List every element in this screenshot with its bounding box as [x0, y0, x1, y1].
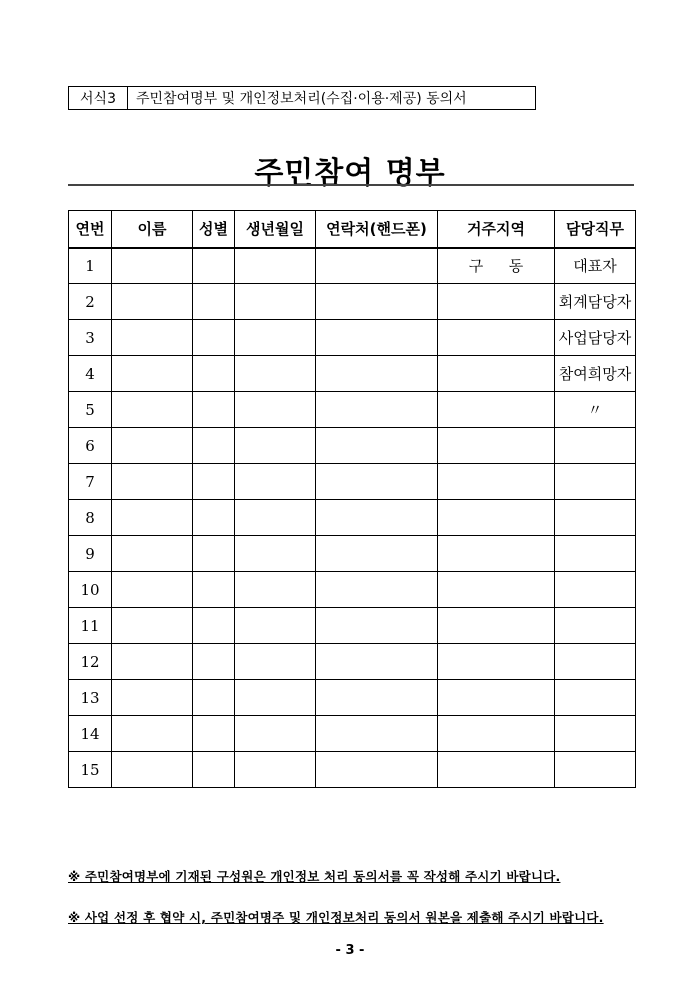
region-cell[interactable] — [438, 716, 555, 752]
duty-cell[interactable] — [555, 428, 636, 464]
gender-cell[interactable] — [193, 248, 235, 284]
name-cell[interactable] — [112, 284, 193, 320]
region-cell[interactable] — [438, 428, 555, 464]
name-cell[interactable] — [112, 320, 193, 356]
gender-cell[interactable] — [193, 716, 235, 752]
serial-no-cell: 5 — [69, 392, 112, 428]
region-cell[interactable] — [438, 572, 555, 608]
phone-cell[interactable] — [316, 356, 438, 392]
name-cell[interactable] — [112, 608, 193, 644]
birthdate-cell[interactable] — [235, 536, 316, 572]
region-cell[interactable] — [438, 320, 555, 356]
phone-cell[interactable] — [316, 284, 438, 320]
birthdate-cell[interactable] — [235, 428, 316, 464]
header-duty: 담당직무 — [555, 211, 636, 248]
roster-body — [69, 248, 636, 788]
phone-cell[interactable] — [316, 464, 438, 500]
name-cell[interactable] — [112, 644, 193, 680]
notice-submission: ※ 사업 선정 후 협약 시, 주민참여명주 및 개인정보처리 동의서 원본을 제출해 주시기 바랍니다. — [68, 910, 604, 925]
phone-cell[interactable] — [316, 644, 438, 680]
birthdate-cell[interactable] — [235, 716, 316, 752]
phone-cell[interactable] — [316, 608, 438, 644]
phone-cell[interactable] — [316, 248, 438, 284]
serial-no-cell: 4 — [69, 356, 112, 392]
birthdate-cell[interactable] — [235, 752, 316, 788]
table-row — [69, 680, 636, 716]
phone-cell[interactable] — [316, 536, 438, 572]
table-row — [69, 464, 636, 500]
phone-cell[interactable] — [316, 752, 438, 788]
phone-cell[interactable] — [316, 500, 438, 536]
table-row — [69, 572, 636, 608]
table-row — [69, 392, 636, 428]
name-cell[interactable] — [112, 752, 193, 788]
serial-no-cell: 9 — [69, 536, 112, 572]
region-gu-label: 구 — [468, 257, 484, 276]
name-cell[interactable] — [112, 572, 193, 608]
region-cell[interactable] — [438, 752, 555, 788]
gender-cell[interactable] — [193, 644, 235, 680]
name-cell[interactable] — [112, 716, 193, 752]
region-cell[interactable] — [438, 248, 555, 284]
table-row — [69, 536, 636, 572]
birthdate-cell[interactable] — [235, 464, 316, 500]
region-cell[interactable] — [438, 356, 555, 392]
region-cell[interactable] — [438, 284, 555, 320]
phone-cell[interactable] — [316, 320, 438, 356]
table-row — [69, 320, 636, 356]
birthdate-cell[interactable] — [235, 320, 316, 356]
table-row — [69, 428, 636, 464]
phone-cell[interactable] — [316, 716, 438, 752]
serial-no-cell: 13 — [69, 680, 112, 716]
form-header — [68, 86, 536, 110]
header-phone: 연락처(핸드폰) — [316, 211, 438, 248]
duty-cell[interactable] — [555, 500, 636, 536]
duty-cell[interactable] — [555, 464, 636, 500]
birthdate-cell[interactable] — [235, 680, 316, 716]
serial-no-cell: 3 — [69, 320, 112, 356]
region-cell[interactable] — [438, 644, 555, 680]
phone-cell[interactable] — [316, 680, 438, 716]
table-row — [69, 500, 636, 536]
birthdate-cell[interactable] — [235, 500, 316, 536]
gender-cell[interactable] — [193, 356, 235, 392]
duty-cell[interactable] — [555, 680, 636, 716]
phone-cell[interactable] — [316, 572, 438, 608]
table-row — [69, 284, 636, 320]
birthdate-cell[interactable] — [235, 392, 316, 428]
duty-cell[interactable] — [555, 572, 636, 608]
table-row — [69, 608, 636, 644]
duty-cell[interactable] — [555, 536, 636, 572]
phone-cell[interactable] — [316, 392, 438, 428]
gender-cell[interactable] — [193, 464, 235, 500]
region-cell[interactable] — [438, 464, 555, 500]
region-dong-label: 동 — [508, 257, 524, 276]
table-row — [69, 752, 636, 788]
phone-cell[interactable] — [316, 428, 438, 464]
gender-cell[interactable] — [193, 752, 235, 788]
serial-no-cell: 10 — [69, 572, 112, 608]
region-cell[interactable] — [438, 680, 555, 716]
duty-cell[interactable]: 〃 — [555, 392, 636, 428]
table-row — [69, 248, 636, 284]
serial-no-cell: 15 — [69, 752, 112, 788]
duty-cell[interactable] — [555, 608, 636, 644]
name-cell[interactable] — [112, 536, 193, 572]
duty-cell[interactable]: 회계담당자 — [555, 284, 636, 320]
duty-cell[interactable]: 대표자 — [555, 248, 636, 284]
form-description: 주민참여명부 및 개인정보처리(수집·이용·제공) 동의서 — [136, 91, 467, 107]
page-number: - 3 - — [335, 943, 365, 958]
page-title: 주민참여 명부 — [254, 156, 446, 191]
table-row — [69, 716, 636, 752]
roster-table — [68, 210, 636, 788]
gender-cell[interactable] — [193, 284, 235, 320]
birthdate-cell[interactable] — [235, 356, 316, 392]
duty-cell[interactable] — [555, 752, 636, 788]
gender-cell[interactable] — [193, 320, 235, 356]
table-row — [69, 356, 636, 392]
duty-cell[interactable]: 사업담당자 — [555, 320, 636, 356]
table-header-row — [69, 211, 636, 248]
header-birthdate: 생년월일 — [235, 211, 316, 248]
serial-no-cell: 7 — [69, 464, 112, 500]
table-row — [69, 644, 636, 680]
region-cell[interactable] — [438, 536, 555, 572]
serial-no-cell: 8 — [69, 500, 112, 536]
name-cell[interactable] — [112, 248, 193, 284]
duty-cell[interactable] — [555, 716, 636, 752]
duty-cell[interactable]: 참여희망자 — [555, 356, 636, 392]
form-code: 서식3 — [69, 87, 128, 109]
gender-cell[interactable] — [193, 392, 235, 428]
serial-no-cell: 11 — [69, 608, 112, 644]
serial-no-cell: 12 — [69, 644, 112, 680]
duty-cell[interactable] — [555, 644, 636, 680]
serial-no-cell: 2 — [69, 284, 112, 320]
gender-cell[interactable] — [193, 500, 235, 536]
gender-cell[interactable] — [193, 680, 235, 716]
name-cell[interactable] — [112, 356, 193, 392]
serial-no-cell: 6 — [69, 428, 112, 464]
gender-cell[interactable] — [193, 536, 235, 572]
birthdate-cell[interactable] — [235, 608, 316, 644]
birthdate-cell[interactable] — [235, 284, 316, 320]
name-cell[interactable] — [112, 392, 193, 428]
header-gender: 성별 — [193, 211, 235, 248]
gender-cell[interactable] — [193, 572, 235, 608]
header-serial-no: 연번 — [69, 211, 112, 248]
header-region: 거주지역 — [438, 211, 555, 248]
serial-no-cell: 14 — [69, 716, 112, 752]
notice-consent: ※ 주민참여명부에 기재된 구성원은 개인정보 처리 동의서를 꼭 작성해 주시기 바랍니다. — [68, 869, 561, 884]
birthdate-cell[interactable] — [235, 572, 316, 608]
gender-cell[interactable] — [193, 608, 235, 644]
name-cell[interactable] — [112, 428, 193, 464]
serial-no-cell: 1 — [69, 248, 112, 284]
name-cell[interactable] — [112, 680, 193, 716]
birthdate-cell[interactable] — [235, 644, 316, 680]
title-divider — [68, 184, 634, 186]
region-cell[interactable] — [438, 392, 555, 428]
header-name: 이름 — [112, 211, 193, 248]
birthdate-cell[interactable] — [235, 248, 316, 284]
name-cell[interactable] — [112, 464, 193, 500]
region-cell[interactable] — [438, 500, 555, 536]
name-cell[interactable] — [112, 500, 193, 536]
gender-cell[interactable] — [193, 428, 235, 464]
region-cell[interactable] — [438, 608, 555, 644]
